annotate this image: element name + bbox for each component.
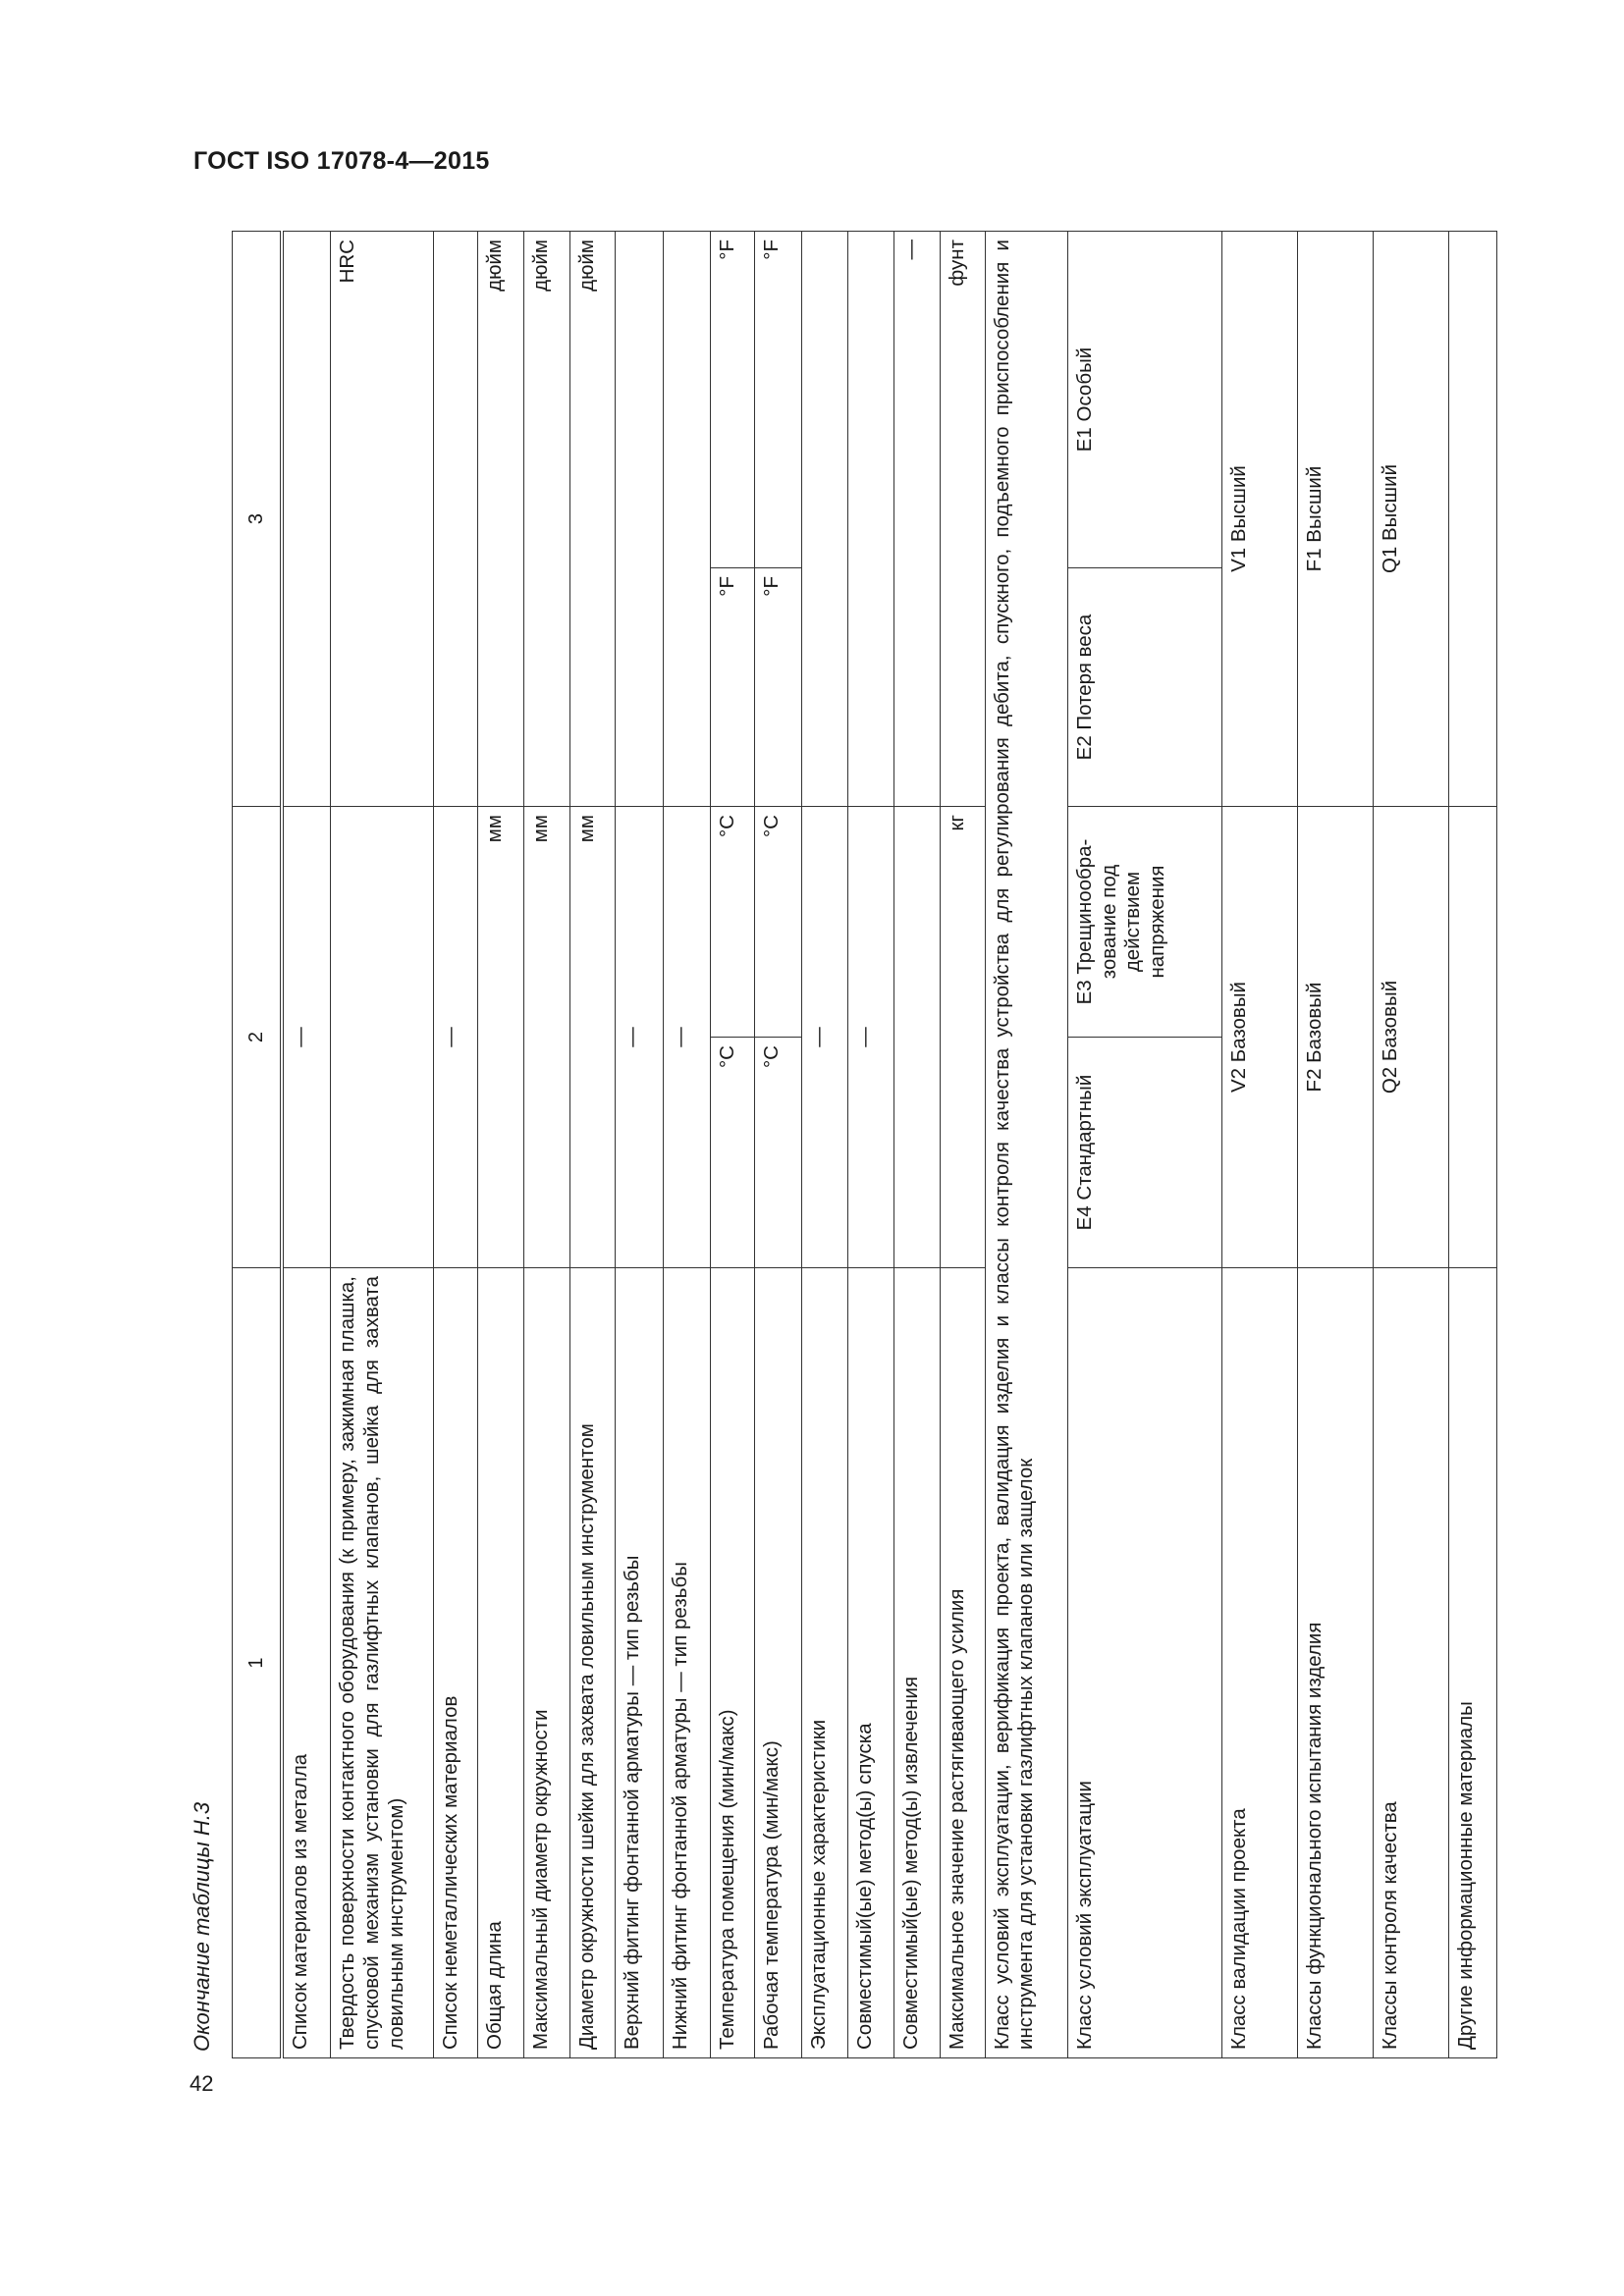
cell-e4: E4 Стандартный <box>1068 1038 1222 1268</box>
row-label: Классы контроля качества <box>1374 1268 1448 2058</box>
table-row <box>1448 232 1496 2058</box>
cell-col3: HRC <box>331 232 433 807</box>
cell-min-c: °C <box>754 1038 801 1268</box>
cell-e3: E3 Трещинообра-зование под действием напряжения <box>1068 807 1222 1038</box>
table-row <box>848 232 894 2058</box>
row-label: Максимальный диаметр окружности <box>524 1268 570 2058</box>
cell-e2: E2 Потеря веса <box>1068 568 1222 807</box>
cell-col3: дюйм <box>570 232 616 807</box>
table-row <box>433 232 477 2058</box>
cell-col2: — <box>848 807 894 1268</box>
cell-col3: — <box>894 232 940 807</box>
cell-col3 <box>616 232 663 807</box>
table-row <box>477 232 523 2058</box>
row-label: Список неметаллических материалов <box>433 1268 477 2058</box>
cell-min-c: °C <box>710 1038 754 1268</box>
row-label: Список материалов из металла <box>282 1268 331 2058</box>
row-label: Рабочая температура (мин/макс) <box>754 1268 801 2058</box>
table-row <box>1374 232 1448 2058</box>
cell-col3 <box>1448 232 1496 807</box>
col-header-1: 1 <box>233 1268 282 2058</box>
cell-max-c: °C <box>754 807 801 1038</box>
table-row <box>570 232 616 2058</box>
row-label: Класс условий эксплуатации <box>1068 1268 1222 2058</box>
cell-col2: кг <box>940 807 985 1268</box>
cell-col2 <box>331 807 433 1268</box>
cell-col2 <box>1448 807 1496 1268</box>
document-header: ГОСТ ISO 17078-4—2015 <box>193 147 490 175</box>
row-label: Верхний фитинг фонтанной арматуры — тип резьбы <box>616 1268 663 2058</box>
cell-col3 <box>802 232 848 807</box>
cell-max-f: °F <box>754 232 801 568</box>
cell-highest: F1 Высший <box>1298 232 1374 807</box>
cell-col2: мм <box>477 807 523 1268</box>
cell-e1: E1 Особый <box>1068 232 1222 568</box>
row-label: Класс валидации проекта <box>1221 1268 1297 2058</box>
cell-col2: мм <box>570 807 616 1268</box>
table-caption: Окончание таблицы Н.3 <box>189 1801 214 2052</box>
cell-highest: Q1 Высший <box>1374 232 1448 807</box>
table-row <box>616 232 663 2058</box>
cell-col3: дюйм <box>524 232 570 807</box>
row-label: Классы функционального испытания изделия <box>1298 1268 1374 2058</box>
cell-col3 <box>663 232 710 807</box>
cell-min-f: °F <box>710 568 754 807</box>
row-label: Эксплуатационные характеристики <box>802 1268 848 2058</box>
section-row <box>985 232 1067 2058</box>
cell-min-f: °F <box>754 568 801 807</box>
table-row <box>710 232 754 2058</box>
cell-highest: V1 Высший <box>1221 232 1297 807</box>
table-row <box>802 232 848 2058</box>
cell-col3 <box>433 232 477 807</box>
cell-max-c: °C <box>710 807 754 1038</box>
table-row <box>940 232 985 2058</box>
table-rotated-wrapper <box>232 232 1497 2058</box>
row-label: Максимальное значение растягивающего усилия <box>940 1268 985 2058</box>
table-row <box>663 232 710 2058</box>
cell-col2: мм <box>524 807 570 1268</box>
page-number: 42 <box>189 2071 214 2096</box>
row-label: Совместимый(ые) метод(ы) спуска <box>848 1268 894 2058</box>
cell-col2: — <box>663 807 710 1268</box>
cell-max-f: °F <box>710 232 754 568</box>
row-label: Нижний фитинг фонтанной арматуры — тип резьбы <box>663 1268 710 2058</box>
table-row <box>1221 232 1297 2058</box>
cell-basic: V2 Базовый <box>1221 807 1297 1268</box>
header-row <box>233 232 282 2058</box>
table-row <box>282 232 331 2058</box>
specification-table <box>232 231 1497 2058</box>
table-row <box>754 232 801 2058</box>
cell-col2: — <box>616 807 663 1268</box>
cell-col2: — <box>282 807 331 1268</box>
table-row <box>894 232 940 2058</box>
row-label: Другие информационные материалы <box>1448 1268 1496 2058</box>
row-label: Твердость поверхности контактного оборудования (к примеру, зажимная плашка, спусковой механизм установки для газлифтных клапанов, шейка для захвата ловильным инструментом) <box>331 1268 433 2058</box>
cell-col2: — <box>802 807 848 1268</box>
section-heading: Класс условий эксплуатации, верификация проекта, валидация изделия и классы контроля качества устройства для регулирования дебита, спускного, подъемного приспособления и инструмента для установки газлифтных клапанов или защелок <box>985 232 1067 2058</box>
cell-col2 <box>894 807 940 1268</box>
cell-col3: фунт <box>940 232 985 807</box>
cell-basic: Q2 Базовый <box>1374 807 1448 1268</box>
cell-col3 <box>282 232 331 807</box>
row-label: Общая длина <box>477 1268 523 2058</box>
table-row <box>331 232 433 2058</box>
table-row <box>1068 232 1222 2058</box>
col-header-3: 3 <box>233 232 282 807</box>
row-label: Температура помещения (мин/макс) <box>710 1268 754 2058</box>
cell-basic: F2 Базовый <box>1298 807 1374 1268</box>
cell-col2: — <box>433 807 477 1268</box>
row-label: Совместимый(ые) метод(ы) извлечения <box>894 1268 940 2058</box>
table-row <box>1298 232 1374 2058</box>
table-row <box>524 232 570 2058</box>
cell-col3: дюйм <box>477 232 523 807</box>
cell-col3 <box>848 232 894 807</box>
col-header-2: 2 <box>233 807 282 1268</box>
row-label: Диаметр окружности шейки для захвата ловильным инструментом <box>570 1268 616 2058</box>
